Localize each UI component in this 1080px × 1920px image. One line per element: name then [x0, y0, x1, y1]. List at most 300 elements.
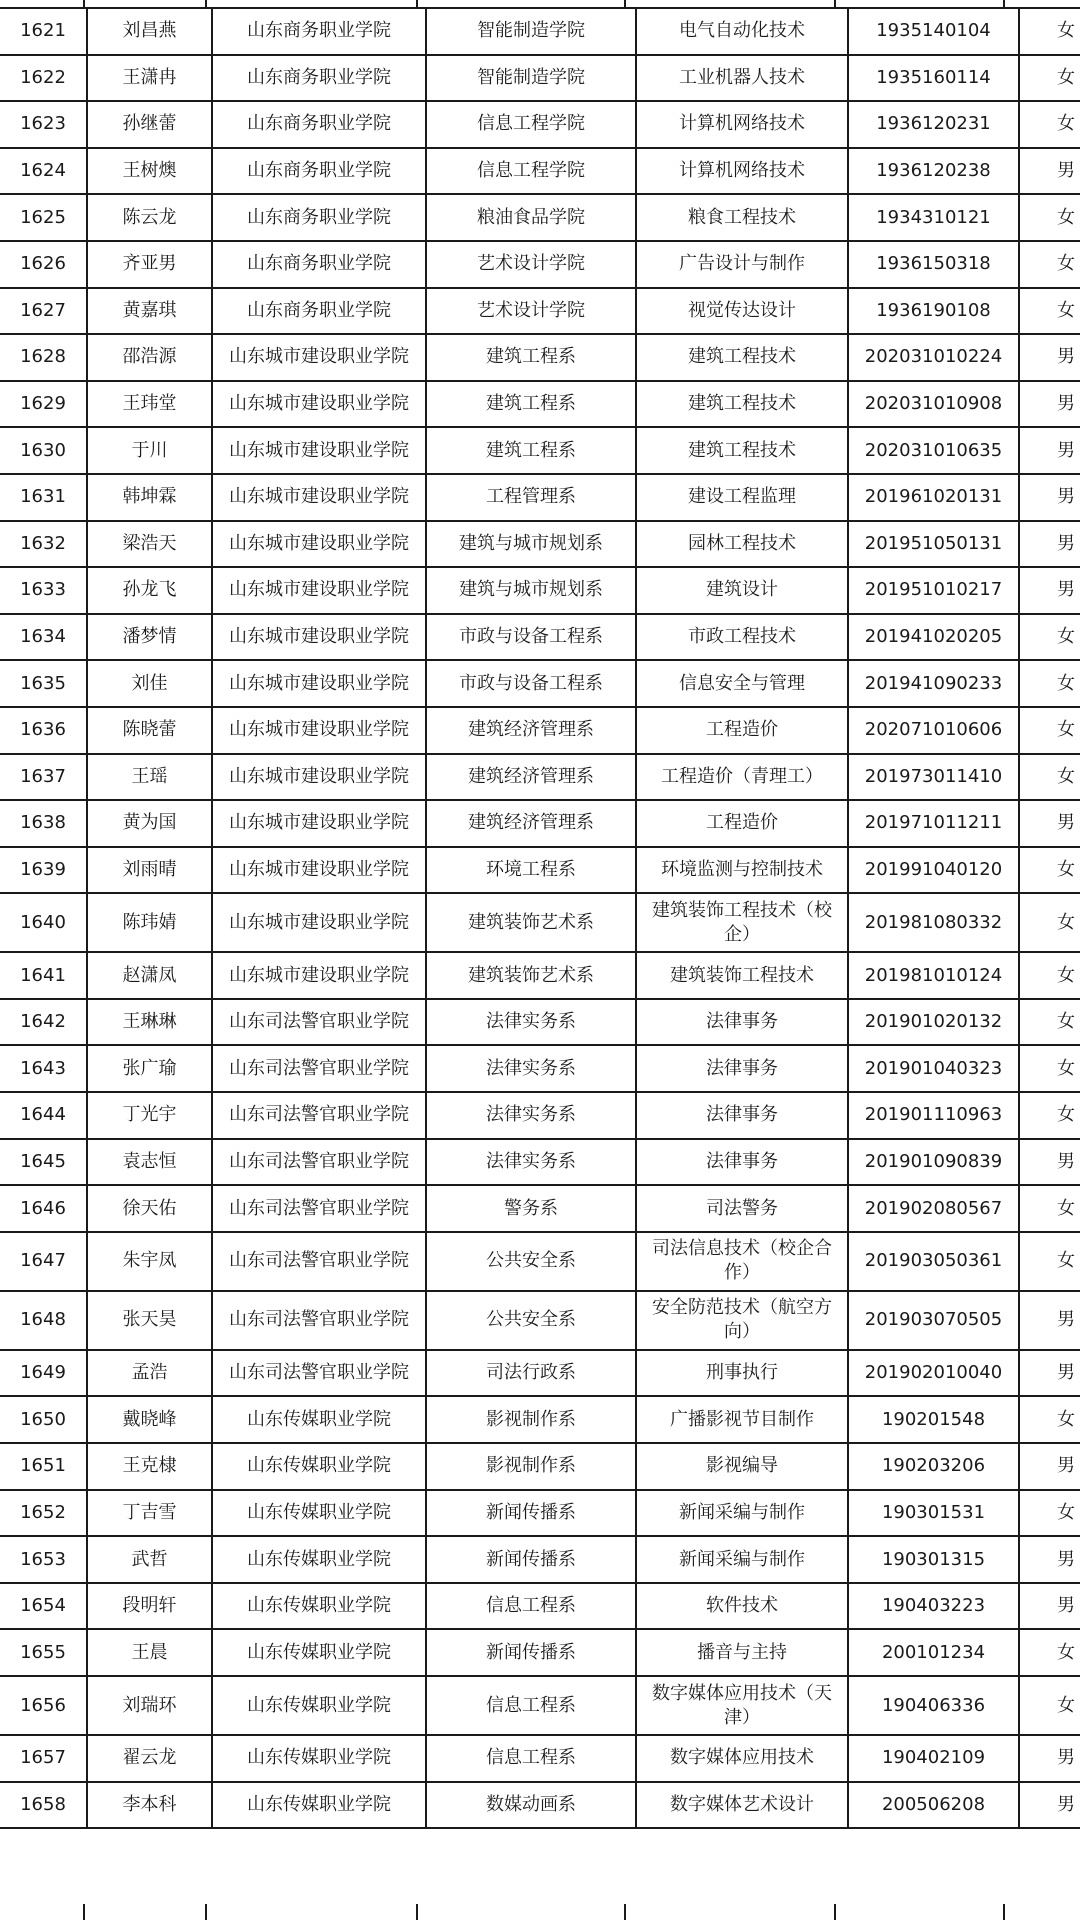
cell-school: 山东司法警官职业学院	[212, 1291, 426, 1350]
cell-school: 山东城市建设职业学院	[212, 521, 426, 568]
cell-school: 山东城市建设职业学院	[212, 614, 426, 661]
cell-serial-number: 1653	[0, 1536, 87, 1583]
cell-gender: 女	[1019, 660, 1080, 707]
cell-student-name: 徐天佑	[87, 1185, 212, 1232]
cell-gender: 女	[1019, 101, 1080, 148]
cell-serial-number: 1657	[0, 1735, 87, 1782]
cell-student-name: 陈玮婧	[87, 893, 212, 952]
cell-student-name: 黄为国	[87, 800, 212, 847]
cell-serial-number: 1655	[0, 1629, 87, 1676]
cell-serial-number: 1640	[0, 893, 87, 952]
cell-student-name: 邵浩源	[87, 334, 212, 381]
cell-student-id: 201941090233	[848, 660, 1019, 707]
cell-serial-number: 1629	[0, 381, 87, 428]
cell-student-id: 1936120238	[848, 148, 1019, 195]
cell-school: 山东城市建设职业学院	[212, 567, 426, 614]
cell-major: 建设工程监理	[636, 474, 848, 521]
cell-department: 司法行政系	[426, 1350, 636, 1397]
cell-student-name: 王晨	[87, 1629, 212, 1676]
cell-department: 工程管理系	[426, 474, 636, 521]
cell-student-name: 李本科	[87, 1782, 212, 1829]
cell-department: 智能制造学院	[426, 8, 636, 55]
cell-major: 环境监测与控制技术	[636, 847, 848, 894]
cell-school: 山东城市建设职业学院	[212, 754, 426, 801]
cell-gender: 女	[1019, 1676, 1080, 1735]
cell-major: 新闻采编与制作	[636, 1490, 848, 1537]
cell-student-id: 201901040323	[848, 1045, 1019, 1092]
cell-department: 警务系	[426, 1185, 636, 1232]
table-row	[0, 1291, 1080, 1350]
table-row	[0, 614, 1080, 661]
cell-student-name: 戴晓峰	[87, 1396, 212, 1443]
cell-school: 山东城市建设职业学院	[212, 660, 426, 707]
cell-department: 建筑装饰艺术系	[426, 952, 636, 999]
cell-major: 影视编导	[636, 1443, 848, 1490]
cell-student-id: 202031010908	[848, 381, 1019, 428]
cell-department: 法律实务系	[426, 1092, 636, 1139]
cell-major: 建筑工程技术	[636, 381, 848, 428]
cell-department: 信息工程系	[426, 1735, 636, 1782]
cell-student-id: 1936120231	[848, 101, 1019, 148]
cell-school: 山东传媒职业学院	[212, 1536, 426, 1583]
cell-department: 建筑经济管理系	[426, 754, 636, 801]
cell-student-id: 202031010224	[848, 334, 1019, 381]
grid-line	[205, 1904, 207, 1920]
cell-student-name: 武哲	[87, 1536, 212, 1583]
cell-department: 信息工程系	[426, 1676, 636, 1735]
cell-major: 法律事务	[636, 1139, 848, 1186]
cell-department: 法律实务系	[426, 999, 636, 1046]
cell-department: 信息工程学院	[426, 101, 636, 148]
cell-serial-number: 1643	[0, 1045, 87, 1092]
cell-department: 市政与设备工程系	[426, 660, 636, 707]
cell-school: 山东司法警官职业学院	[212, 1350, 426, 1397]
cell-major: 工业机器人技术	[636, 55, 848, 102]
cell-major: 广告设计与制作	[636, 241, 848, 288]
cell-school: 山东传媒职业学院	[212, 1629, 426, 1676]
cell-student-id: 201901090839	[848, 1139, 1019, 1186]
table-row	[0, 427, 1080, 474]
cell-student-name: 孙龙飞	[87, 567, 212, 614]
cell-student-id: 201903070505	[848, 1291, 1019, 1350]
cell-school: 山东传媒职业学院	[212, 1490, 426, 1537]
cell-serial-number: 1649	[0, 1350, 87, 1397]
student-roster-table	[0, 7, 1080, 1829]
table-row	[0, 334, 1080, 381]
cell-student-id: 202031010635	[848, 427, 1019, 474]
cell-school: 山东司法警官职业学院	[212, 1185, 426, 1232]
cell-school: 山东商务职业学院	[212, 288, 426, 335]
cell-student-id: 201981010124	[848, 952, 1019, 999]
cell-serial-number: 1622	[0, 55, 87, 102]
cell-major: 数字媒体应用技术（天津）	[636, 1676, 848, 1735]
cell-gender: 女	[1019, 1629, 1080, 1676]
cell-major: 计算机网络技术	[636, 148, 848, 195]
cell-student-name: 丁吉雪	[87, 1490, 212, 1537]
grid-line	[416, 0, 418, 7]
cell-gender: 男	[1019, 1536, 1080, 1583]
cell-department: 新闻传播系	[426, 1490, 636, 1537]
cell-department: 艺术设计学院	[426, 241, 636, 288]
cell-department: 法律实务系	[426, 1045, 636, 1092]
cell-serial-number: 1654	[0, 1583, 87, 1630]
cell-serial-number: 1638	[0, 800, 87, 847]
cell-student-id: 201951010217	[848, 567, 1019, 614]
cell-major: 广播影视节目制作	[636, 1396, 848, 1443]
cell-school: 山东传媒职业学院	[212, 1735, 426, 1782]
cell-major: 视觉传达设计	[636, 288, 848, 335]
table-row	[0, 1139, 1080, 1186]
cell-serial-number: 1646	[0, 1185, 87, 1232]
cell-school: 山东城市建设职业学院	[212, 707, 426, 754]
table-row	[0, 55, 1080, 102]
cell-student-id: 1935140104	[848, 8, 1019, 55]
cell-major: 工程造价	[636, 707, 848, 754]
cell-major: 司法信息技术（校企合作）	[636, 1232, 848, 1291]
cell-student-id: 190406336	[848, 1676, 1019, 1735]
cell-gender: 男	[1019, 334, 1080, 381]
table-row	[0, 101, 1080, 148]
cell-gender: 女	[1019, 1490, 1080, 1537]
cell-student-name: 翟云龙	[87, 1735, 212, 1782]
cell-student-name: 朱宇凤	[87, 1232, 212, 1291]
cell-student-name: 孙继蕾	[87, 101, 212, 148]
cell-student-id: 201901110963	[848, 1092, 1019, 1139]
cell-major: 数字媒体艺术设计	[636, 1782, 848, 1829]
table-row	[0, 474, 1080, 521]
table-row	[0, 893, 1080, 952]
cell-student-id: 201901020132	[848, 999, 1019, 1046]
cell-department: 建筑经济管理系	[426, 707, 636, 754]
table-row	[0, 1629, 1080, 1676]
cell-student-name: 王克棣	[87, 1443, 212, 1490]
cell-major: 建筑工程技术	[636, 427, 848, 474]
cell-gender: 女	[1019, 893, 1080, 952]
cell-serial-number: 1623	[0, 101, 87, 148]
cell-school: 山东传媒职业学院	[212, 1583, 426, 1630]
cell-serial-number: 1630	[0, 427, 87, 474]
cell-department: 法律实务系	[426, 1139, 636, 1186]
cell-major: 信息安全与管理	[636, 660, 848, 707]
table-row	[0, 1443, 1080, 1490]
cell-gender: 女	[1019, 8, 1080, 55]
cell-gender: 男	[1019, 567, 1080, 614]
cell-student-id: 201902010040	[848, 1350, 1019, 1397]
cell-school: 山东司法警官职业学院	[212, 1232, 426, 1291]
table-row	[0, 1490, 1080, 1537]
cell-school: 山东城市建设职业学院	[212, 800, 426, 847]
cell-student-name: 段明轩	[87, 1583, 212, 1630]
cell-department: 建筑与城市规划系	[426, 567, 636, 614]
cell-gender: 女	[1019, 1232, 1080, 1291]
cell-serial-number: 1624	[0, 148, 87, 195]
grid-line	[834, 0, 836, 7]
cell-major: 建筑工程技术	[636, 334, 848, 381]
cell-department: 环境工程系	[426, 847, 636, 894]
cell-student-name: 于川	[87, 427, 212, 474]
cell-student-name: 孟浩	[87, 1350, 212, 1397]
cell-gender: 女	[1019, 952, 1080, 999]
cell-department: 影视制作系	[426, 1443, 636, 1490]
table-row	[0, 381, 1080, 428]
cell-student-id: 190402109	[848, 1735, 1019, 1782]
cell-serial-number: 1651	[0, 1443, 87, 1490]
cell-student-name: 张天昊	[87, 1291, 212, 1350]
cell-student-name: 梁浩天	[87, 521, 212, 568]
cell-student-id: 200506208	[848, 1782, 1019, 1829]
table-row	[0, 567, 1080, 614]
cell-serial-number: 1628	[0, 334, 87, 381]
cell-gender: 男	[1019, 800, 1080, 847]
cell-serial-number: 1650	[0, 1396, 87, 1443]
grid-line	[1003, 0, 1005, 7]
cell-student-name: 丁光宇	[87, 1092, 212, 1139]
cell-department: 数媒动画系	[426, 1782, 636, 1829]
cell-student-name: 潘梦情	[87, 614, 212, 661]
cell-student-name: 韩坤霖	[87, 474, 212, 521]
cell-school: 山东城市建设职业学院	[212, 952, 426, 999]
grid-line	[83, 0, 85, 7]
cell-school: 山东商务职业学院	[212, 148, 426, 195]
cell-major: 粮食工程技术	[636, 194, 848, 241]
table-row	[0, 707, 1080, 754]
cell-student-id: 202071010606	[848, 707, 1019, 754]
cell-department: 影视制作系	[426, 1396, 636, 1443]
cell-gender: 男	[1019, 1139, 1080, 1186]
cell-department: 信息工程系	[426, 1583, 636, 1630]
cell-student-name: 刘佳	[87, 660, 212, 707]
cell-serial-number: 1621	[0, 8, 87, 55]
cell-gender: 男	[1019, 1350, 1080, 1397]
cell-gender: 男	[1019, 381, 1080, 428]
cell-gender: 女	[1019, 194, 1080, 241]
cell-school: 山东商务职业学院	[212, 55, 426, 102]
cell-serial-number: 1652	[0, 1490, 87, 1537]
cell-school: 山东商务职业学院	[212, 8, 426, 55]
cell-major: 工程造价	[636, 800, 848, 847]
cell-serial-number: 1639	[0, 847, 87, 894]
cell-school: 山东商务职业学院	[212, 194, 426, 241]
grid-line	[624, 0, 626, 7]
table-row	[0, 1396, 1080, 1443]
cell-student-name: 王潇冉	[87, 55, 212, 102]
cell-student-id: 200101234	[848, 1629, 1019, 1676]
cell-serial-number: 1644	[0, 1092, 87, 1139]
cell-school: 山东城市建设职业学院	[212, 893, 426, 952]
cell-serial-number: 1648	[0, 1291, 87, 1350]
table-row	[0, 1350, 1080, 1397]
cell-student-name: 王树燠	[87, 148, 212, 195]
table-row	[0, 800, 1080, 847]
cell-major: 法律事务	[636, 999, 848, 1046]
cell-major: 建筑装饰工程技术	[636, 952, 848, 999]
cell-serial-number: 1647	[0, 1232, 87, 1291]
cell-department: 建筑与城市规划系	[426, 521, 636, 568]
cell-student-id: 201961020131	[848, 474, 1019, 521]
grid-line	[83, 1904, 85, 1920]
cell-student-name: 刘雨晴	[87, 847, 212, 894]
cell-gender: 女	[1019, 288, 1080, 335]
cell-student-name: 陈云龙	[87, 194, 212, 241]
cell-student-id: 190403223	[848, 1583, 1019, 1630]
cell-serial-number: 1645	[0, 1139, 87, 1186]
cell-major: 安全防范技术（航空方向）	[636, 1291, 848, 1350]
cell-major: 工程造价（青理工）	[636, 754, 848, 801]
cell-student-name: 王玮堂	[87, 381, 212, 428]
grid-line	[205, 0, 207, 7]
cell-school: 山东传媒职业学院	[212, 1676, 426, 1735]
cell-school: 山东司法警官职业学院	[212, 1139, 426, 1186]
cell-school: 山东传媒职业学院	[212, 1396, 426, 1443]
cell-serial-number: 1642	[0, 999, 87, 1046]
cell-major: 刑事执行	[636, 1350, 848, 1397]
cell-student-id: 1934310121	[848, 194, 1019, 241]
table-row	[0, 999, 1080, 1046]
cell-serial-number: 1658	[0, 1782, 87, 1829]
table-row	[0, 148, 1080, 195]
cell-gender: 女	[1019, 847, 1080, 894]
table-row	[0, 1536, 1080, 1583]
cell-department: 粮油食品学院	[426, 194, 636, 241]
cell-student-id: 190201548	[848, 1396, 1019, 1443]
cell-school: 山东传媒职业学院	[212, 1443, 426, 1490]
cell-school: 山东司法警官职业学院	[212, 999, 426, 1046]
cell-department: 建筑工程系	[426, 381, 636, 428]
cell-serial-number: 1626	[0, 241, 87, 288]
cell-school: 山东商务职业学院	[212, 101, 426, 148]
cell-department: 建筑装饰艺术系	[426, 893, 636, 952]
cell-major: 数字媒体应用技术	[636, 1735, 848, 1782]
table-row	[0, 194, 1080, 241]
cell-gender: 女	[1019, 1092, 1080, 1139]
table-row	[0, 288, 1080, 335]
table-row	[0, 521, 1080, 568]
cell-gender: 女	[1019, 241, 1080, 288]
cell-department: 建筑工程系	[426, 427, 636, 474]
next-row-remnant	[0, 1904, 1080, 1920]
cell-student-id: 1936190108	[848, 288, 1019, 335]
table-row	[0, 1583, 1080, 1630]
cell-major: 建筑装饰工程技术（校企）	[636, 893, 848, 952]
cell-gender: 女	[1019, 707, 1080, 754]
cell-gender: 女	[1019, 999, 1080, 1046]
grid-line	[624, 1904, 626, 1920]
table-row	[0, 847, 1080, 894]
cell-student-id: 1935160114	[848, 55, 1019, 102]
cell-major: 司法警务	[636, 1185, 848, 1232]
cell-school: 山东司法警官职业学院	[212, 1045, 426, 1092]
cell-student-id: 190301531	[848, 1490, 1019, 1537]
cell-gender: 女	[1019, 1396, 1080, 1443]
cell-serial-number: 1656	[0, 1676, 87, 1735]
cell-student-id: 201941020205	[848, 614, 1019, 661]
cell-department: 建筑工程系	[426, 334, 636, 381]
table-row	[0, 660, 1080, 707]
table-row	[0, 8, 1080, 55]
cell-department: 艺术设计学院	[426, 288, 636, 335]
cell-student-id: 201973011410	[848, 754, 1019, 801]
cell-serial-number: 1625	[0, 194, 87, 241]
cell-student-name: 陈晓蕾	[87, 707, 212, 754]
table-row	[0, 952, 1080, 999]
cell-major: 播音与主持	[636, 1629, 848, 1676]
cell-department: 建筑经济管理系	[426, 800, 636, 847]
grid-line	[416, 1904, 418, 1920]
cell-gender: 男	[1019, 474, 1080, 521]
cell-school: 山东城市建设职业学院	[212, 381, 426, 428]
cell-school: 山东城市建设职业学院	[212, 334, 426, 381]
cell-major: 新闻采编与制作	[636, 1536, 848, 1583]
cell-student-id: 201981080332	[848, 893, 1019, 952]
roster-body	[0, 8, 1080, 1828]
cell-gender: 男	[1019, 148, 1080, 195]
cell-major: 电气自动化技术	[636, 8, 848, 55]
cell-gender: 女	[1019, 614, 1080, 661]
cell-major: 软件技术	[636, 1583, 848, 1630]
cell-student-name: 刘昌燕	[87, 8, 212, 55]
cell-major: 建筑设计	[636, 567, 848, 614]
cell-serial-number: 1627	[0, 288, 87, 335]
grid-line	[834, 1904, 836, 1920]
cell-student-name: 王琳琳	[87, 999, 212, 1046]
cell-student-id: 190301315	[848, 1536, 1019, 1583]
cell-student-name: 王瑶	[87, 754, 212, 801]
cell-gender: 女	[1019, 754, 1080, 801]
cell-gender: 男	[1019, 1291, 1080, 1350]
cell-department: 公共安全系	[426, 1232, 636, 1291]
cell-gender: 男	[1019, 1782, 1080, 1829]
cell-major: 计算机网络技术	[636, 101, 848, 148]
cell-school: 山东商务职业学院	[212, 241, 426, 288]
cell-student-name: 黄嘉琪	[87, 288, 212, 335]
table-row	[0, 1735, 1080, 1782]
cell-gender: 男	[1019, 1583, 1080, 1630]
cell-student-name: 袁志恒	[87, 1139, 212, 1186]
cell-department: 新闻传播系	[426, 1629, 636, 1676]
cell-student-name: 刘瑞环	[87, 1676, 212, 1735]
table-row	[0, 1782, 1080, 1829]
cell-serial-number: 1641	[0, 952, 87, 999]
cell-student-name: 赵潇凤	[87, 952, 212, 999]
cell-student-id: 201951050131	[848, 521, 1019, 568]
cell-school: 山东传媒职业学院	[212, 1782, 426, 1829]
table-row	[0, 1232, 1080, 1291]
cell-gender: 男	[1019, 521, 1080, 568]
cell-serial-number: 1631	[0, 474, 87, 521]
cell-gender: 男	[1019, 427, 1080, 474]
cell-major: 市政工程技术	[636, 614, 848, 661]
table-row	[0, 1185, 1080, 1232]
cell-serial-number: 1633	[0, 567, 87, 614]
cell-student-id: 201902080567	[848, 1185, 1019, 1232]
cell-school: 山东城市建设职业学院	[212, 847, 426, 894]
cell-school: 山东城市建设职业学院	[212, 427, 426, 474]
table-row	[0, 754, 1080, 801]
table-row	[0, 241, 1080, 288]
table-row	[0, 1676, 1080, 1735]
grid-line	[1003, 1904, 1005, 1920]
cell-serial-number: 1635	[0, 660, 87, 707]
cell-gender: 女	[1019, 55, 1080, 102]
cell-serial-number: 1632	[0, 521, 87, 568]
cell-department: 新闻传播系	[426, 1536, 636, 1583]
cell-serial-number: 1636	[0, 707, 87, 754]
cell-department: 信息工程学院	[426, 148, 636, 195]
cell-student-id: 1936150318	[848, 241, 1019, 288]
cell-student-name: 张广瑜	[87, 1045, 212, 1092]
cell-school: 山东司法警官职业学院	[212, 1092, 426, 1139]
cell-student-id: 190203206	[848, 1443, 1019, 1490]
